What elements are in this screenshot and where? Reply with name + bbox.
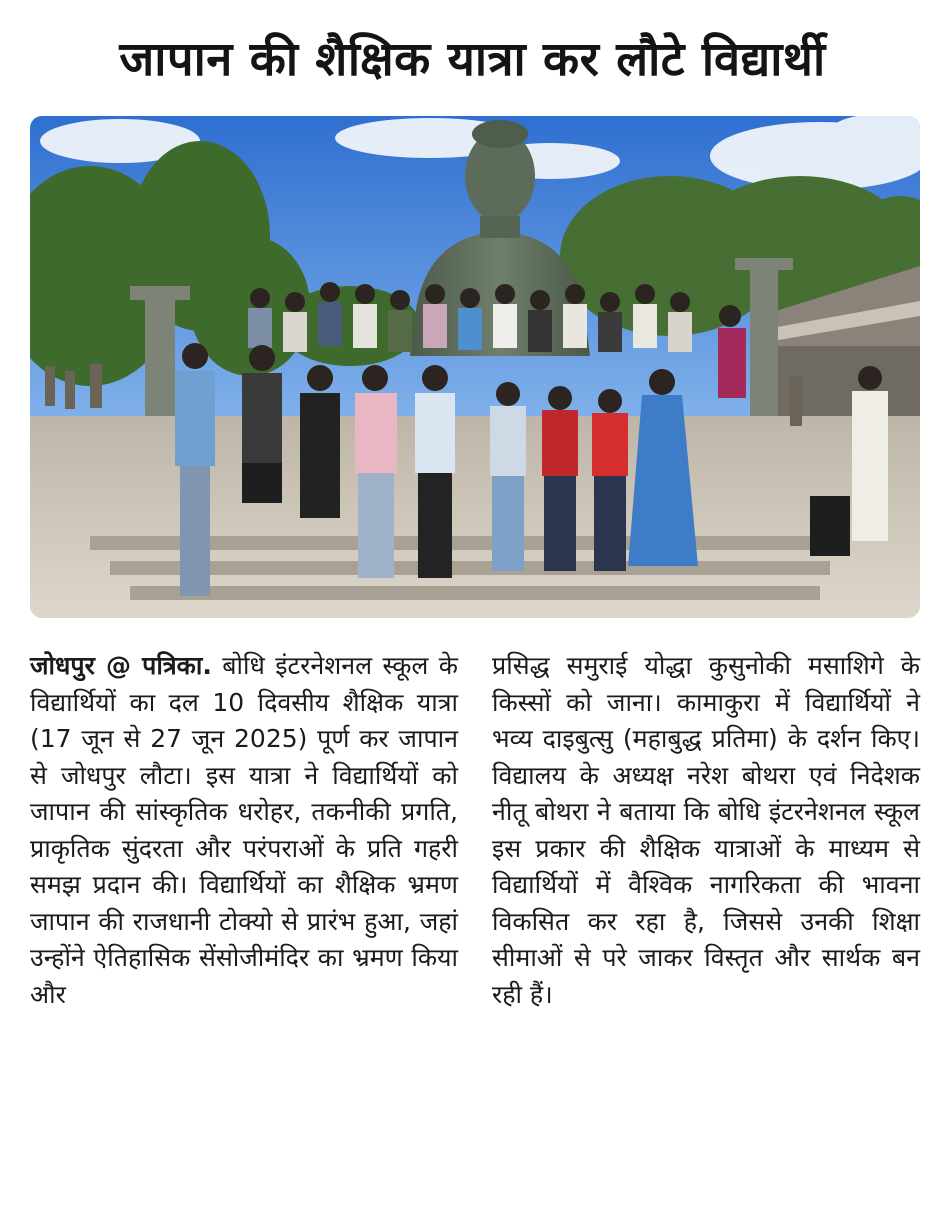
column-right-text: प्रसिद्ध समुराई योद्धा कुसुनोकी मसाशिगे के किस्सों को जाना। कामाकुरा में विद्यार्थियों ने भव्य दाइबुत्सु (महाबुद्ध प्रतिमा) के दर्शन किए। विद्यालय के अध्यक्ष नरेश बोथरा एवं निदेशक नीतू बोथरा ने बताया कि बोधि इंटरनेशनल स्कूल इस प्रकार की शैक्षिक यात्राओं के माध्यम से विद्यार्थियों में वैश्विक नागरिकता की भावना विकसित कर रहा है, जिससे उनकी शिक्षा सीमाओं से परे जाकर विस्तृत और सार्थक बन रही हैं। [492,651,920,1009]
dateline: जोधपुर @ पत्रिका. [30,651,212,680]
article-column-right [492,648,920,1213]
headline: जापान की शैक्षिक यात्रा कर लौटे विद्यार्थी [119,32,826,87]
group-photo [30,116,920,618]
column-left-text: बोधि इंटरनेशनल स्कूल के विद्यार्थियों का दल 10 दिवसीय शैक्षिक यात्रा (17 जून से 27 जून 2025) पूर्ण कर जापान से जोधपुर लौटा। इस यात्रा ने विद्यार्थियों को जापान की सांस्कृतिक धरोहर, तकनीकी प्रगति, प्राकृतिक सुंदरता और परंपराओं के प्रति गहरी समझ प्रदान की। विद्यार्थियों का शैक्षिक भ्रमण जापान की राजधानी टोक्यो से प्रारंभ हुआ, जहां उन्होंने ऐतिहासिक सेंसोजीमंदिर का भ्रमण किया और [30,651,458,1009]
article-column-left [30,648,458,1213]
bag [810,496,850,556]
group-photo-illustration [30,116,920,618]
